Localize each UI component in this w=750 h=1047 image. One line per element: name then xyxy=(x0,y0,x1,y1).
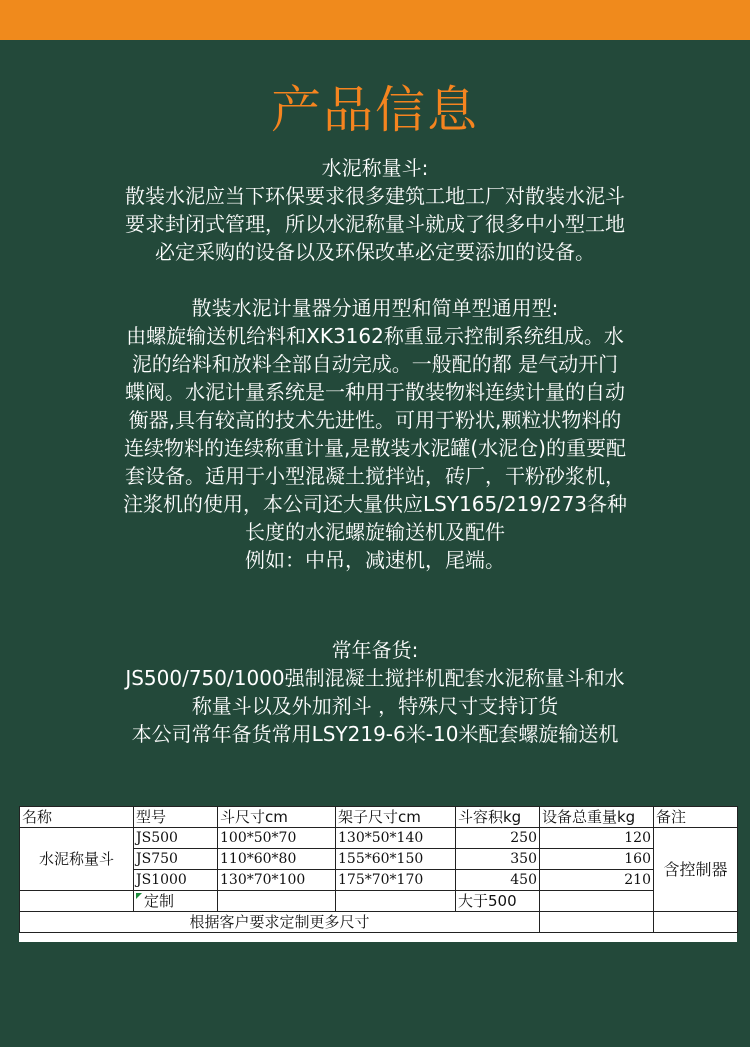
metering-line: 套设备。适用于小型混凝土搅拌站，砖厂，干粉砂浆机， xyxy=(125,464,625,488)
model-cell: JS750 xyxy=(134,849,218,870)
footer-note-cell: 根据客户要求定制更多尺寸 xyxy=(20,912,540,933)
hopper-cell: 110*60*80 xyxy=(218,849,336,870)
model-cell: JS500 xyxy=(134,828,218,849)
capacity-cell: 350 xyxy=(456,849,540,870)
stock-heading: 常年备货: xyxy=(331,638,419,662)
custom-label-cell: 定制 xyxy=(134,891,218,912)
metering-line: 蝶阀。水泥计量系统是一种用于散装物料连续计量的自动 xyxy=(125,380,625,404)
metering-line: 长度的水泥螺旋输送机及配件 xyxy=(245,520,505,544)
empty-cell xyxy=(654,912,738,933)
top-accent-bar xyxy=(0,0,750,40)
header-note: 备注 xyxy=(654,807,738,828)
table-row xyxy=(20,828,738,849)
frame-cell: 175*70*170 xyxy=(336,870,456,891)
weight-cell: 120 xyxy=(540,828,654,849)
header-model: 型号 xyxy=(134,807,218,828)
metering-line: 泥的给料和放料全部自动完成。一般配的都 是气动开门 xyxy=(131,352,619,376)
capacity-cell: 250 xyxy=(456,828,540,849)
stock-line: 本公司常年备货常用LSY219-6米-10米配套螺旋输送机 xyxy=(131,722,619,746)
frame-cell: 155*60*150 xyxy=(336,849,456,870)
empty-cell xyxy=(218,891,336,912)
empty-cell xyxy=(540,891,654,912)
empty-cell xyxy=(336,891,456,912)
empty-cell xyxy=(540,912,654,933)
header-capacity: 斗容积kg xyxy=(456,807,540,828)
intro-section xyxy=(50,154,700,266)
capacity-cell: 450 xyxy=(456,870,540,891)
header-weight: 设备总重量kg xyxy=(540,807,654,828)
metering-section xyxy=(50,294,700,574)
header-frame-size: 架子尺寸cm xyxy=(336,807,456,828)
weight-cell: 160 xyxy=(540,849,654,870)
empty-cell xyxy=(20,891,134,912)
page-title: 产品信息 xyxy=(271,81,479,139)
intro-heading: 水泥称量斗: xyxy=(321,156,429,180)
stock-section xyxy=(50,636,700,748)
stock-line: JS500/750/1000强制混凝土搅拌机配套水泥称量斗和水 xyxy=(125,666,625,690)
custom-capacity-cell: 大于500 xyxy=(456,891,540,912)
model-cell: JS1000 xyxy=(134,870,218,891)
header-name: 名称 xyxy=(20,807,134,828)
table-header-row xyxy=(20,807,738,828)
metering-line: 衡器,具有较高的技术先进性。可用于粉状,颗粒状物料的 xyxy=(128,408,622,432)
note-cell: 含控制器 xyxy=(654,828,738,912)
weight-cell: 210 xyxy=(540,870,654,891)
stock-line: 称量斗以及外加剂斗 ，特殊尺寸支持订货 xyxy=(191,694,559,718)
header-hopper-size: 斗尺寸cm xyxy=(218,807,336,828)
metering-line: 例如：中吊，减速机，尾端。 xyxy=(245,548,505,572)
intro-line: 散装水泥应当下环保要求很多建筑工地工厂对散装水泥斗 xyxy=(125,184,625,208)
frame-cell: 130*50*140 xyxy=(336,828,456,849)
table-row-custom xyxy=(20,891,738,912)
metering-heading: 散装水泥计量器分通用型和简单型通用型: xyxy=(191,296,559,320)
hopper-cell: 100*50*70 xyxy=(218,828,336,849)
intro-line: 要求封闭式管理，所以水泥称量斗就成了很多中小型工地 xyxy=(125,212,625,236)
intro-line: 必定采购的设备以及环保改革必定要添加的设备。 xyxy=(155,240,595,264)
product-name-cell: 水泥称量斗 xyxy=(20,828,134,891)
metering-line: 连续物料的连续称重计量,是散装水泥罐(水泥仓)的重要配 xyxy=(124,436,626,460)
table-footer-row xyxy=(20,912,738,933)
hopper-cell: 130*70*100 xyxy=(218,870,336,891)
metering-line: 由螺旋输送机给料和XK3162称重显示控制系统组成。水 xyxy=(126,324,624,348)
spec-table xyxy=(19,806,737,942)
metering-line: 注浆机的使用，本公司还大量供应LSY165/219/273各种 xyxy=(122,492,628,516)
